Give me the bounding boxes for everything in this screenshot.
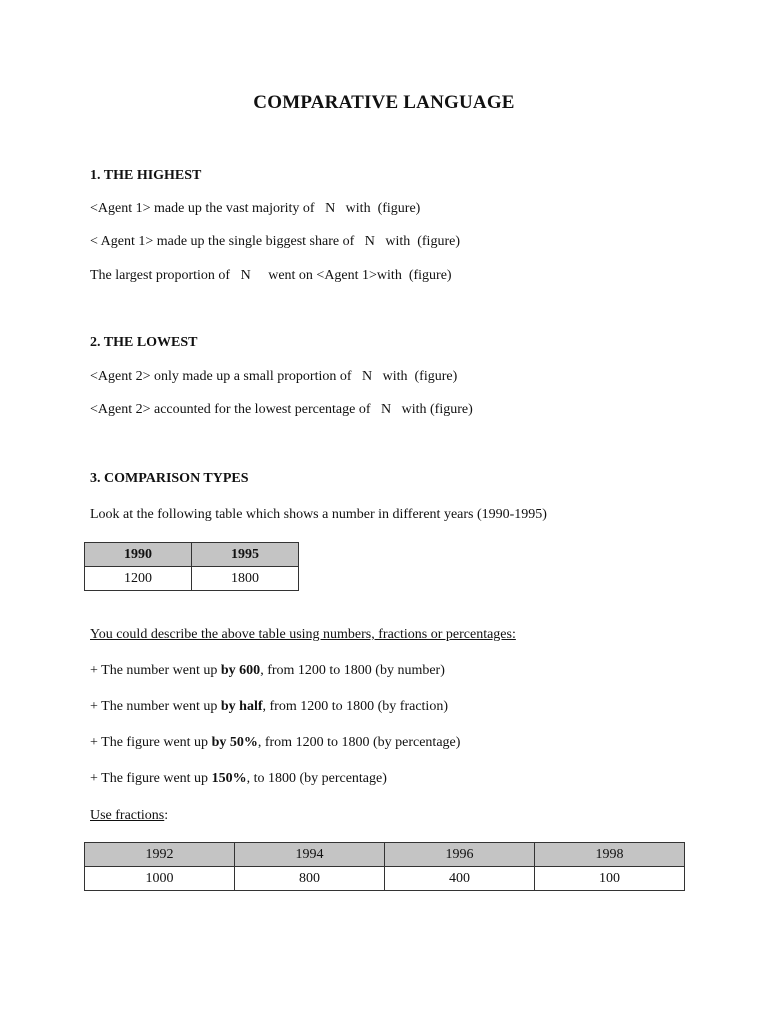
bullet-by-number	[90, 663, 445, 679]
bullet-by-percentage	[90, 735, 460, 751]
years-table-1992-1998	[84, 842, 685, 891]
comparison-intro: Look at the following table which shows a number in different years (1990-1995)	[90, 507, 547, 522]
table-cell: 400	[385, 867, 535, 891]
table-cell: 1000	[85, 867, 235, 891]
table-header-row	[85, 843, 685, 867]
years-table-1990-1995	[84, 542, 299, 591]
bullet-by-percentage-total	[90, 771, 387, 787]
table-header-cell: 1996	[385, 843, 535, 867]
table-cell: 1800	[192, 567, 299, 591]
bullet-text: , to 1800 (by percentage)	[246, 771, 387, 786]
lowest-line-2: <Agent 2> accounted for the lowest percentage of N with (figure)	[90, 402, 473, 417]
table-header-cell: 1998	[535, 843, 685, 867]
bullet-text: , from 1200 to 1800 (by number)	[260, 663, 445, 678]
bullet-by-fraction	[90, 699, 448, 715]
page-title: COMPARATIVE LANGUAGE	[253, 92, 515, 113]
table-row	[85, 867, 685, 891]
bullet-text: + The number went up	[90, 663, 221, 678]
table-header-cell: 1995	[192, 543, 299, 567]
bullet-emphasis: by 600	[220, 663, 261, 678]
bullet-emphasis: by half	[220, 699, 263, 714]
bullet-text: , from 1200 to 1800 (by fraction)	[262, 699, 448, 714]
table-cell: 800	[235, 867, 385, 891]
bullet-text: , from 1200 to 1800 (by percentage)	[257, 735, 461, 750]
section-heading-lowest: 2. THE LOWEST	[90, 335, 198, 350]
table-cell: 100	[535, 867, 685, 891]
section-heading-comparison: 3. COMPARISON TYPES	[90, 471, 249, 486]
bullet-emphasis: by 50%	[211, 735, 258, 750]
bullet-emphasis: 150%	[211, 771, 247, 786]
highest-line-3: The largest proportion of N went on <Agent 1>with (figure)	[90, 268, 452, 283]
table-header-cell: 1994	[235, 843, 385, 867]
bullet-text: + The number went up	[90, 699, 221, 714]
bullet-text: + The figure went up	[90, 735, 212, 750]
lowest-line-1: <Agent 2> only made up a small proportion of N with (figure)	[90, 369, 458, 384]
table-cell: 1200	[85, 567, 192, 591]
highest-line-2: < Agent 1> made up the single biggest share of N with (figure)	[90, 234, 460, 249]
highest-line-1: <Agent 1> made up the vast majority of N with (figure)	[90, 201, 421, 216]
describe-instruction: You could describe the above table using numbers, fractions or percentages:	[90, 627, 516, 642]
table-header-cell: 1990	[85, 543, 192, 567]
use-fractions-label	[90, 808, 168, 824]
use-fractions-text: Use fractions	[90, 808, 165, 823]
table-header-cell: 1992	[85, 843, 235, 867]
table-row	[85, 567, 299, 591]
table-header-row	[85, 543, 299, 567]
section-heading-highest: 1. THE HIGHEST	[90, 168, 202, 183]
bullet-text: + The figure went up	[90, 771, 212, 786]
use-fractions-colon: :	[164, 808, 169, 823]
